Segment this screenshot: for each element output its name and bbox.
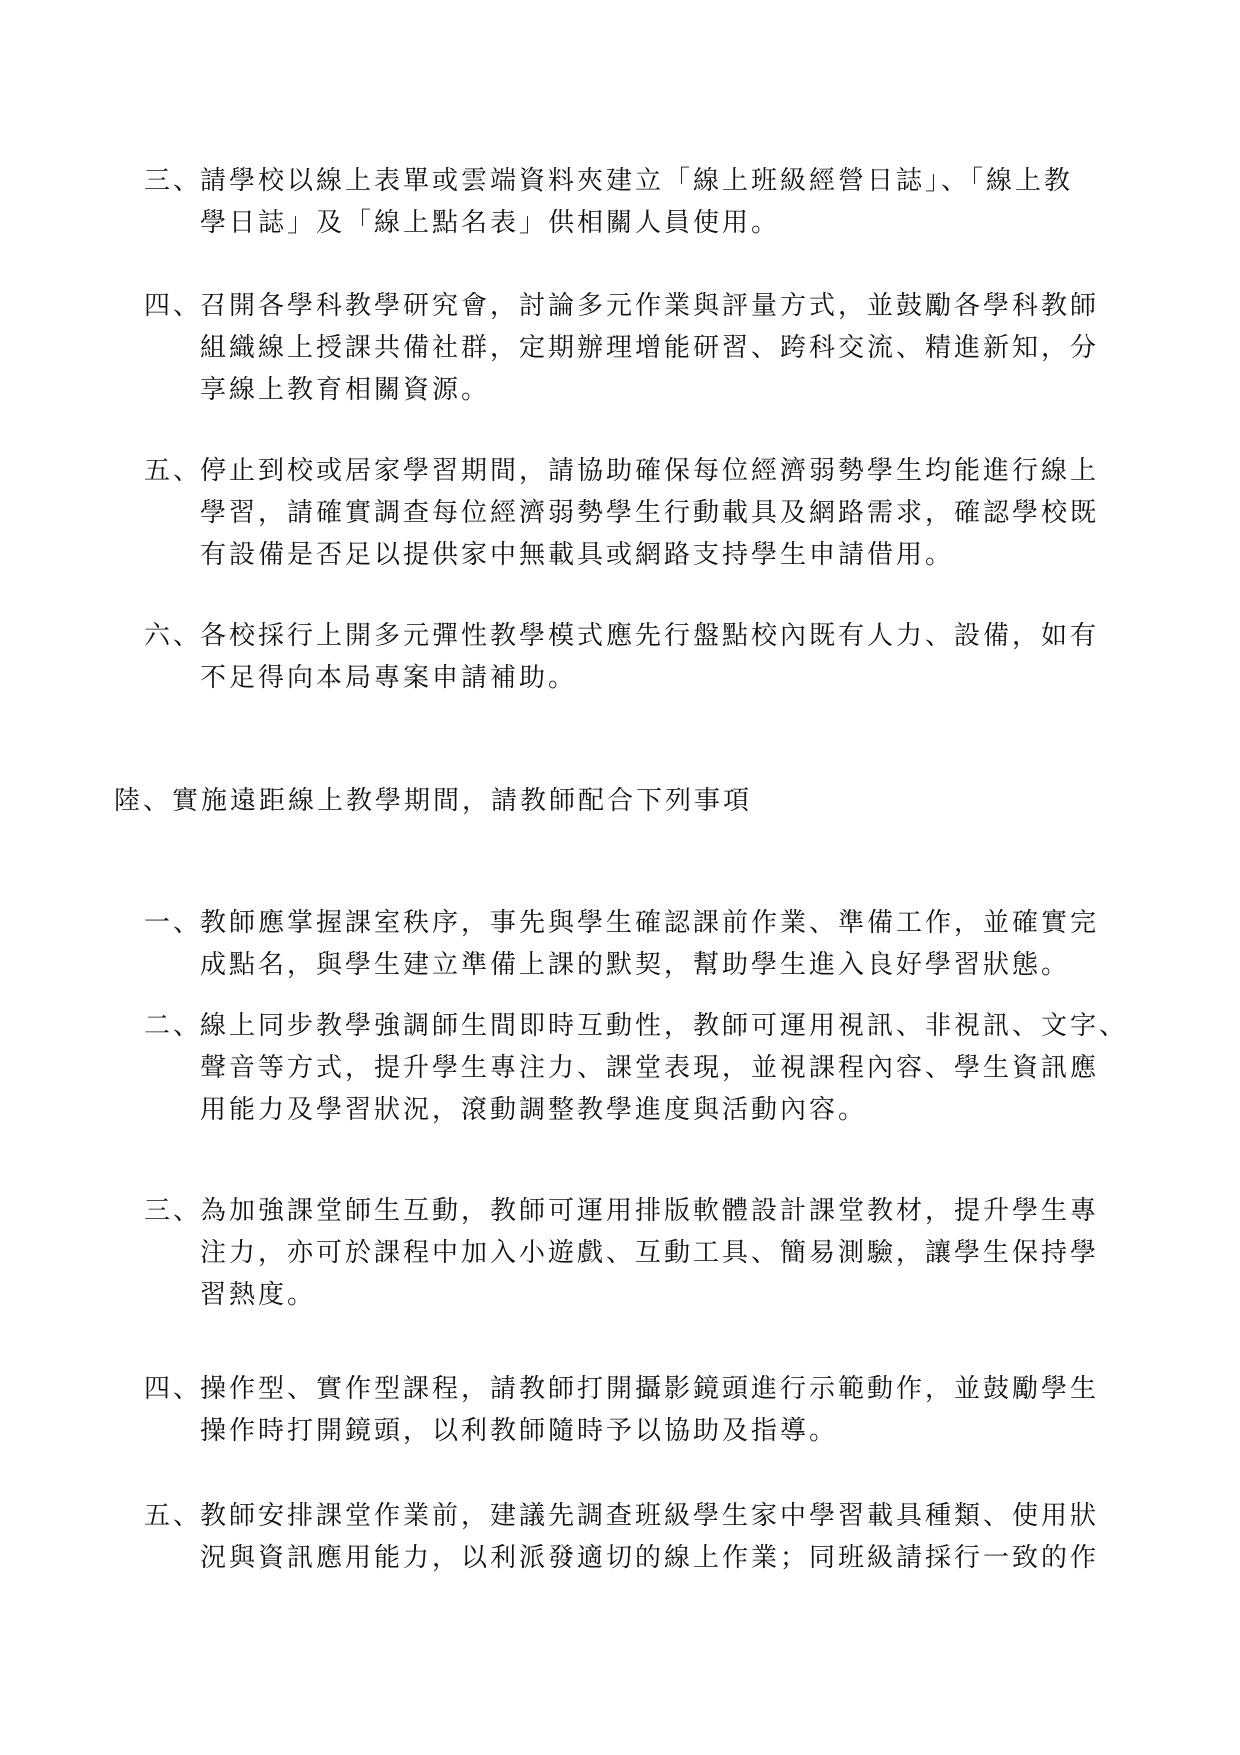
section-heading: 陸、實施遠距線上教學期間，請教師配合下列事項 — [114, 786, 753, 816]
item-text-line: 聲音等方式，提升學生專注力、課堂表現，並視課程內容、學生資訊應 — [200, 1053, 1100, 1083]
item-number: 三、 — [144, 1196, 203, 1226]
list-item-2 — [144, 1005, 1129, 1131]
list-item-1 — [144, 902, 1116, 986]
item-text-line: 教師應掌握課室秩序，事先與學生確認課前作業、準備工作，並確實完 — [200, 908, 1100, 938]
item-text-line: 線上同步教學強調師生間即時互動性，教師可運用視訊、非視訊、文字、 — [200, 1011, 1129, 1041]
item-text-line: 用能力及學習狀況，滾動調整教學進度與活動內容。 — [200, 1095, 868, 1125]
list-item-5b — [144, 1495, 1116, 1579]
item-number: 五、 — [144, 1501, 203, 1531]
item-text-line: 況與資訊應用能力，以利派發適切的線上作業；同班級請採行一致的作 — [200, 1543, 1100, 1573]
item-number: 一、 — [144, 908, 203, 938]
item-text-line: 不足得向本局專案申請補助。 — [200, 663, 578, 693]
list-item-4b — [144, 1368, 1116, 1452]
item-text-line: 成點名，與學生建立準備上課的默契，幫助學生進入良好學習狀態。 — [200, 950, 1071, 980]
item-text-line: 組織線上授課共備社群，定期辦理增能研習、跨科交流、精進新知，分 — [200, 333, 1100, 363]
list-item-6 — [144, 615, 1116, 699]
item-text-line: 操作時打開鏡頭，以利教師隨時予以協助及指導。 — [200, 1416, 839, 1446]
item-text-line: 教師安排課堂作業前，建議先調查班級學生家中學習載具種類、使用狀 — [200, 1501, 1100, 1531]
item-text-line: 操作型、實作型課程，請教師打開攝影鏡頭進行示範動作，並鼓勵學生 — [200, 1374, 1100, 1404]
item-number: 五、 — [144, 456, 203, 486]
item-text-line: 各校採行上開多元彈性教學模式應先行盤點校內既有人力、設備，如有 — [200, 621, 1100, 651]
item-text-line: 請學校以線上表單或雲端資料夾建立「線上班級經營日誌」、「線上教 — [200, 166, 1074, 196]
item-text-line: 為加強課堂師生互動，教師可運用排版軟體設計課堂教材，提升學生專 — [200, 1196, 1100, 1226]
item-number: 三、 — [144, 166, 203, 196]
list-item-4 — [144, 285, 1116, 411]
item-text-line: 有設備是否足以提供家中無載具或網路支持學生申請借用。 — [200, 540, 955, 570]
item-text-line: 習熱度。 — [200, 1280, 317, 1310]
list-item-3b — [144, 1190, 1116, 1316]
item-text-line: 召開各學科教學研究會，討論多元作業與評量方式，並鼓勵各學科教師 — [200, 291, 1100, 321]
item-number: 六、 — [144, 621, 203, 651]
item-text-line: 享線上教育相關資源。 — [200, 375, 491, 405]
item-text-line: 學日誌」及「線上點名表」供相關人員使用。 — [200, 208, 781, 238]
list-item-5 — [144, 450, 1116, 576]
item-number: 四、 — [144, 291, 203, 321]
list-item-3 — [144, 160, 1116, 244]
item-text-line: 注力，亦可於課程中加入小遊戲、互動工具、簡易測驗，讓學生保持學 — [200, 1238, 1100, 1268]
item-text-line: 停止到校或居家學習期間，請協助確保每位經濟弱勢學生均能進行線上 — [200, 456, 1100, 486]
item-number: 二、 — [144, 1011, 203, 1041]
item-number: 四、 — [144, 1374, 203, 1404]
item-text-line: 學習，請確實調查每位經濟弱勢學生行動載具及網路需求，確認學校既 — [200, 498, 1100, 528]
